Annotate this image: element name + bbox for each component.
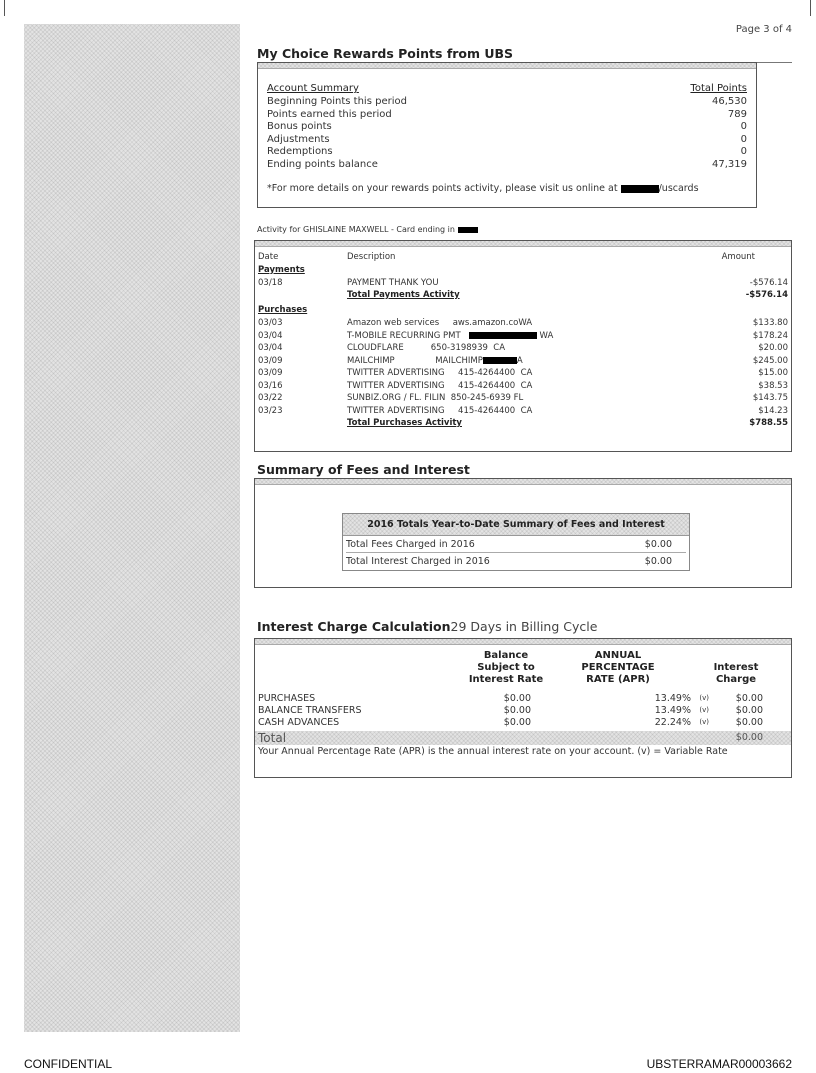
interest-row: CASH ADVANCES $0.00 22.24% (v) $0.00 <box>258 717 763 728</box>
table-stripe <box>255 241 791 247</box>
interest-total-row: Total $0.00 <box>255 731 791 745</box>
fees-summary-table <box>342 513 690 571</box>
redaction <box>469 332 537 339</box>
footer-confidential: CONFIDENTIAL <box>24 1057 113 1071</box>
interest-table <box>254 638 792 778</box>
table-row: 03/23 TWITTER ADVERTISING 415-4264400 CA $14.23 <box>258 405 788 416</box>
rewards-row: Ending points balance 47,319 <box>267 158 747 170</box>
rewards-stripe <box>258 63 756 69</box>
table-header-row: Date Description Amount <box>258 252 755 262</box>
rewards-header <box>267 83 747 94</box>
fees-box <box>254 478 792 588</box>
table-row: 03/09 TWITTER ADVERTISING 415-4264400 CA $15.00 <box>258 368 788 378</box>
payments-total-row: Total Payments Activity -$576.14 <box>347 290 788 300</box>
apr-note: Your Annual Percentage Rate (APR) is the annual interest rate on your account. (v) = Variable Rate <box>258 746 728 757</box>
redaction <box>621 185 659 193</box>
fees-table-title: 2016 Totals Year-to-Date Summary of Fees and Interest <box>343 514 689 536</box>
table-row: 03/03 Amazon web services aws.amazon.coWA $133.80 <box>258 318 788 328</box>
purchases-total-row: Total Purchases Activity $788.55 <box>347 418 788 428</box>
fees-stripe <box>255 479 791 485</box>
rewards-row: Points earned this period 789 <box>267 108 747 120</box>
rewards-row: Beginning Points this period 46,530 <box>267 96 747 107</box>
redaction <box>458 227 478 233</box>
rewards-box <box>257 62 757 208</box>
rewards-row: Adjustments 0 <box>267 133 747 145</box>
interest-title: Interest Charge Calculation29 Days in Billing Cycle <box>257 619 598 634</box>
interest-stripe <box>255 639 791 645</box>
table-row: 03/04 T-MOBILE RECURRING PMT WA $178.24 <box>258 330 788 341</box>
table-row: 03/16 TWITTER ADVERTISING 415-4264400 CA $38.53 <box>258 380 788 391</box>
page-edge-right <box>810 0 811 16</box>
col-balance-header: Balance Subject to Interest Rate <box>468 650 544 685</box>
rewards-title: My Choice Rewards Points from UBS <box>257 46 792 63</box>
fees-row: Total Interest Charged in 2016 $0.00 <box>346 556 672 567</box>
redaction <box>483 357 517 364</box>
rewards-row: Redemptions 0 <box>267 146 747 157</box>
rewards-note: *For more details on your rewards points activity, please visit us online at /uscards <box>267 183 699 194</box>
account-summary-heading: Account Summary <box>267 83 359 94</box>
fees-title: Summary of Fees and Interest <box>257 462 792 479</box>
rewards-row: Bonus points 0 <box>267 121 747 132</box>
page-number: Page 3 of 4 <box>735 24 792 35</box>
fees-row: Total Fees Charged in 2016 $0.00 <box>346 537 686 553</box>
interest-row: PURCHASES $0.00 13.49% (v) $0.00 <box>258 693 763 704</box>
footer-bates-number: UBSTERRAMAR00003662 <box>646 1057 792 1071</box>
page-edge-left <box>4 0 5 16</box>
table-row: 03/04 CLOUDFLARE 650-3198939 CA $20.00 <box>258 343 788 353</box>
col-apr-header: ANNUAL PERCENTAGE RATE (APR) <box>581 650 655 685</box>
purchases-heading: Purchases <box>258 305 308 315</box>
interest-row: BALANCE TRANSFERS $0.00 13.49% (v) $0.00 <box>258 705 763 716</box>
table-row: 03/18 PAYMENT THANK YOU -$576.14 <box>258 278 788 288</box>
table-row: 03/22 SUNBIZ.ORG / FL. FILIN 850-245-6939 FL $143.75 <box>258 393 788 403</box>
col-charge-header: Interest Charge <box>713 662 759 685</box>
payments-heading: Payments <box>258 265 305 275</box>
side-band <box>24 24 240 1032</box>
table-row: 03/09 MAILCHIMP MAILCHIMP A $245.00 <box>258 355 788 366</box>
activity-caption: Activity for GHISLAINE MAXWELL - Card ending in <box>257 225 478 234</box>
transactions-table <box>254 240 792 452</box>
total-points-heading: Total Points <box>690 83 747 94</box>
